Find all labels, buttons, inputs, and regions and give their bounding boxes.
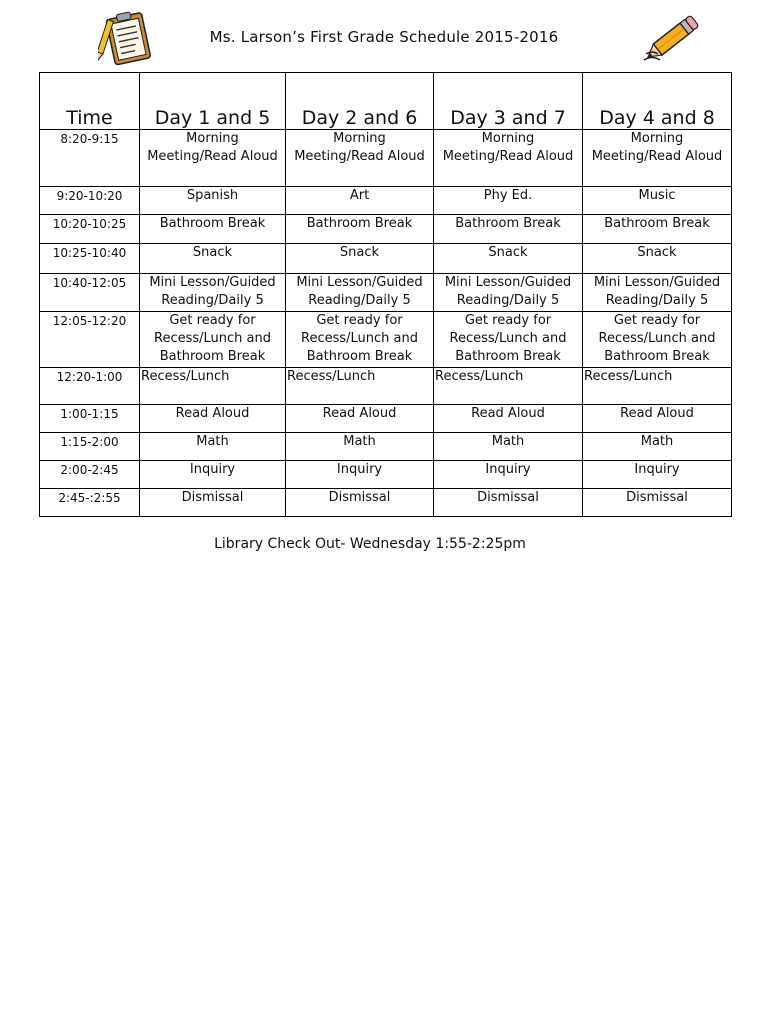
schedule-cell: Mini Lesson/Guided Reading/Daily 5 xyxy=(286,274,434,312)
schedule-cell: Get ready for Recess/Lunch and Bathroom Break xyxy=(583,312,732,368)
schedule-cell: Mini Lesson/Guided Reading/Daily 5 xyxy=(583,274,732,312)
schedule-cell: Bathroom Break xyxy=(286,215,434,244)
schedule-cell: Mini Lesson/Guided Reading/Daily 5 xyxy=(140,274,286,312)
schedule-cell: Read Aloud xyxy=(583,405,732,433)
schedule-cell: Math xyxy=(286,433,434,461)
time-cell: 12:20-1:00 xyxy=(40,368,140,405)
time-cell: 9:20-10:20 xyxy=(40,187,140,215)
schedule-cell: Spanish xyxy=(140,187,286,215)
time-cell: 1:15-2:00 xyxy=(40,433,140,461)
schedule-cell: Inquiry xyxy=(286,461,434,489)
schedule-cell: Bathroom Break xyxy=(140,215,286,244)
library-note: Library Check Out- Wednesday 1:55-2:25pm xyxy=(214,536,526,552)
header-row xyxy=(40,73,732,130)
schedule-cell: Art xyxy=(286,187,434,215)
schedule-cell: Read Aloud xyxy=(434,405,583,433)
column-header-day-3-7: Day 3 and 7 xyxy=(434,73,583,130)
schedule-cell: Dismissal xyxy=(140,489,286,517)
schedule-cell: Math xyxy=(583,433,732,461)
table-row xyxy=(40,405,732,433)
schedule-cell: Morning Meeting/Read Aloud xyxy=(434,130,583,187)
table-row xyxy=(40,433,732,461)
time-cell: 12:05-12:20 xyxy=(40,312,140,368)
table-row xyxy=(40,274,732,312)
schedule-cell: Phy Ed. xyxy=(434,187,583,215)
column-header-day-1-5: Day 1 and 5 xyxy=(140,73,286,130)
schedule-cell: Morning Meeting/Read Aloud xyxy=(583,130,732,187)
table-row xyxy=(40,489,732,517)
time-cell: 1:00-1:15 xyxy=(40,405,140,433)
schedule-cell: Inquiry xyxy=(140,461,286,489)
table-row xyxy=(40,215,732,244)
schedule-cell: Math xyxy=(140,433,286,461)
schedule-cell: Morning Meeting/Read Aloud xyxy=(140,130,286,187)
schedule-cell: Inquiry xyxy=(434,461,583,489)
table-row xyxy=(40,244,732,274)
schedule-cell: Read Aloud xyxy=(140,405,286,433)
schedule-cell: Bathroom Break xyxy=(434,215,583,244)
table-row xyxy=(40,461,732,489)
schedule-cell: Dismissal xyxy=(286,489,434,517)
schedule-cell: Recess/Lunch xyxy=(434,368,583,405)
time-cell: 10:25-10:40 xyxy=(40,244,140,274)
column-header-day-4-8: Day 4 and 8 xyxy=(583,73,732,130)
time-cell: 2:45-:2:55 xyxy=(40,489,140,517)
schedule-cell: Music xyxy=(583,187,732,215)
schedule-cell: Mini Lesson/Guided Reading/Daily 5 xyxy=(434,274,583,312)
table-row xyxy=(40,312,732,368)
schedule-cell: Get ready for Recess/Lunch and Bathroom Break xyxy=(434,312,583,368)
schedule-cell: Math xyxy=(434,433,583,461)
time-cell: 2:00-2:45 xyxy=(40,461,140,489)
schedule-cell: Snack xyxy=(434,244,583,274)
schedule-cell: Snack xyxy=(140,244,286,274)
schedule-cell: Get ready for Recess/Lunch and Bathroom Break xyxy=(286,312,434,368)
schedule-cell: Recess/Lunch xyxy=(583,368,732,405)
schedule-table xyxy=(39,72,732,517)
schedule-cell: Read Aloud xyxy=(286,405,434,433)
schedule-cell: Inquiry xyxy=(583,461,732,489)
schedule-cell: Recess/Lunch xyxy=(286,368,434,405)
table-row xyxy=(40,368,732,405)
schedule-cell: Bathroom Break xyxy=(583,215,732,244)
column-header-time: Time xyxy=(40,73,140,130)
schedule-cell: Recess/Lunch xyxy=(140,368,286,405)
table-row xyxy=(40,130,732,187)
schedule-cell: Snack xyxy=(583,244,732,274)
pencil-icon xyxy=(640,10,704,66)
time-cell: 10:20-10:25 xyxy=(40,215,140,244)
schedule-cell: Get ready for Recess/Lunch and Bathroom Break xyxy=(140,312,286,368)
schedule-cell: Dismissal xyxy=(434,489,583,517)
time-cell: 8:20-9:15 xyxy=(40,130,140,187)
schedule-cell: Dismissal xyxy=(583,489,732,517)
column-header-day-2-6: Day 2 and 6 xyxy=(286,73,434,130)
schedule-cell: Snack xyxy=(286,244,434,274)
document-title: Ms. Larson’s First Grade Schedule 2015-2016 xyxy=(209,28,559,46)
time-cell: 10:40-12:05 xyxy=(40,274,140,312)
table-row xyxy=(40,187,732,215)
schedule-cell: Morning Meeting/Read Aloud xyxy=(286,130,434,187)
